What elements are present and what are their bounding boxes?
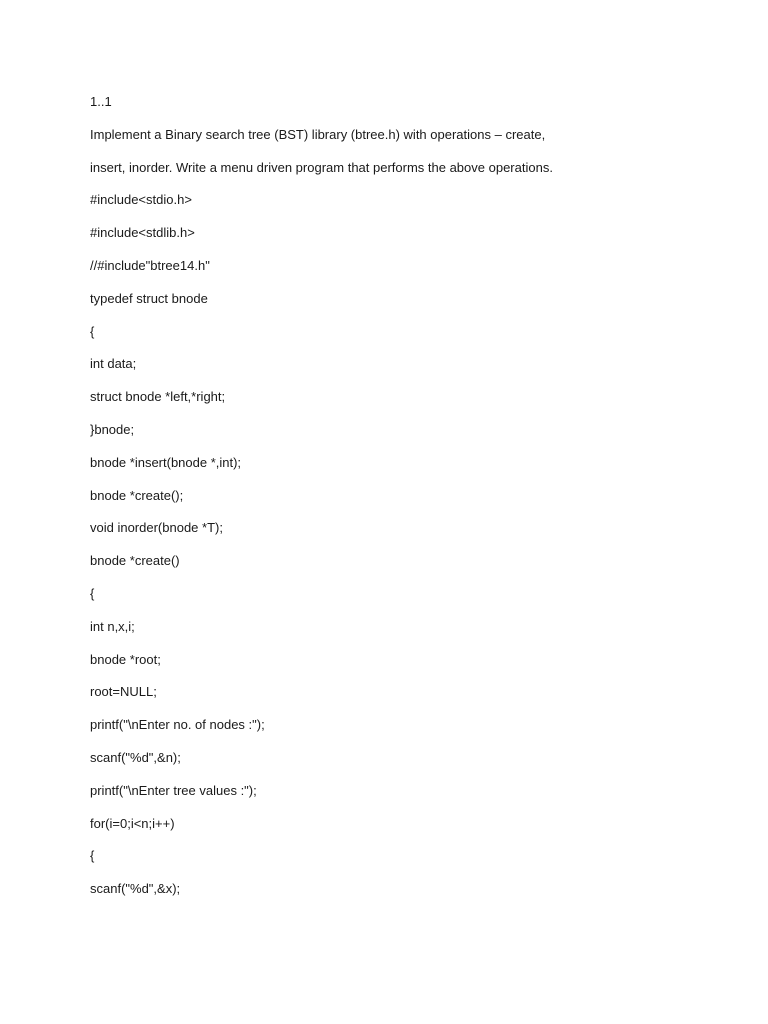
code-line: bnode *create() [90, 553, 180, 569]
code-line: int n,x,i; [90, 618, 135, 634]
code-line: printf("\nEnter tree values :"); [90, 782, 257, 798]
code-line: { [90, 323, 95, 339]
code-line: { [90, 848, 95, 864]
code-line: { [90, 585, 95, 601]
code-line: void inorder(bnode *T); [90, 520, 223, 536]
code-line: }bnode; [90, 421, 135, 437]
code-line: bnode *insert(bnode *,int); [90, 454, 242, 470]
task-description-line: insert, inorder. Write a menu driven program that performs the above operations. [90, 159, 553, 175]
code-line: int data; [90, 356, 137, 372]
code-line: //#include"btree14.h" [90, 257, 210, 273]
task-description-line: Implement a Binary search tree (BST) library (btree.h) with operations – create, [90, 126, 546, 142]
code-line: #include<stdlib.h> [90, 225, 195, 241]
code-line: struct bnode *left,*right; [90, 389, 226, 405]
section-number: 1..1 [90, 94, 112, 109]
code-line: scanf("%d",&n); [90, 749, 181, 765]
code-line: printf("\nEnter no. of nodes :"); [90, 717, 265, 733]
code-line: scanf("%d",&x); [90, 881, 181, 897]
code-line: for(i=0;i<n;i++) [90, 815, 175, 831]
code-line: bnode *root; [90, 651, 161, 667]
document-body [90, 91, 730, 911]
code-line: bnode *create(); [90, 487, 184, 503]
code-line: typedef struct bnode [90, 290, 208, 306]
code-line: #include<stdio.h> [90, 192, 192, 208]
code-line: root=NULL; [90, 684, 157, 700]
